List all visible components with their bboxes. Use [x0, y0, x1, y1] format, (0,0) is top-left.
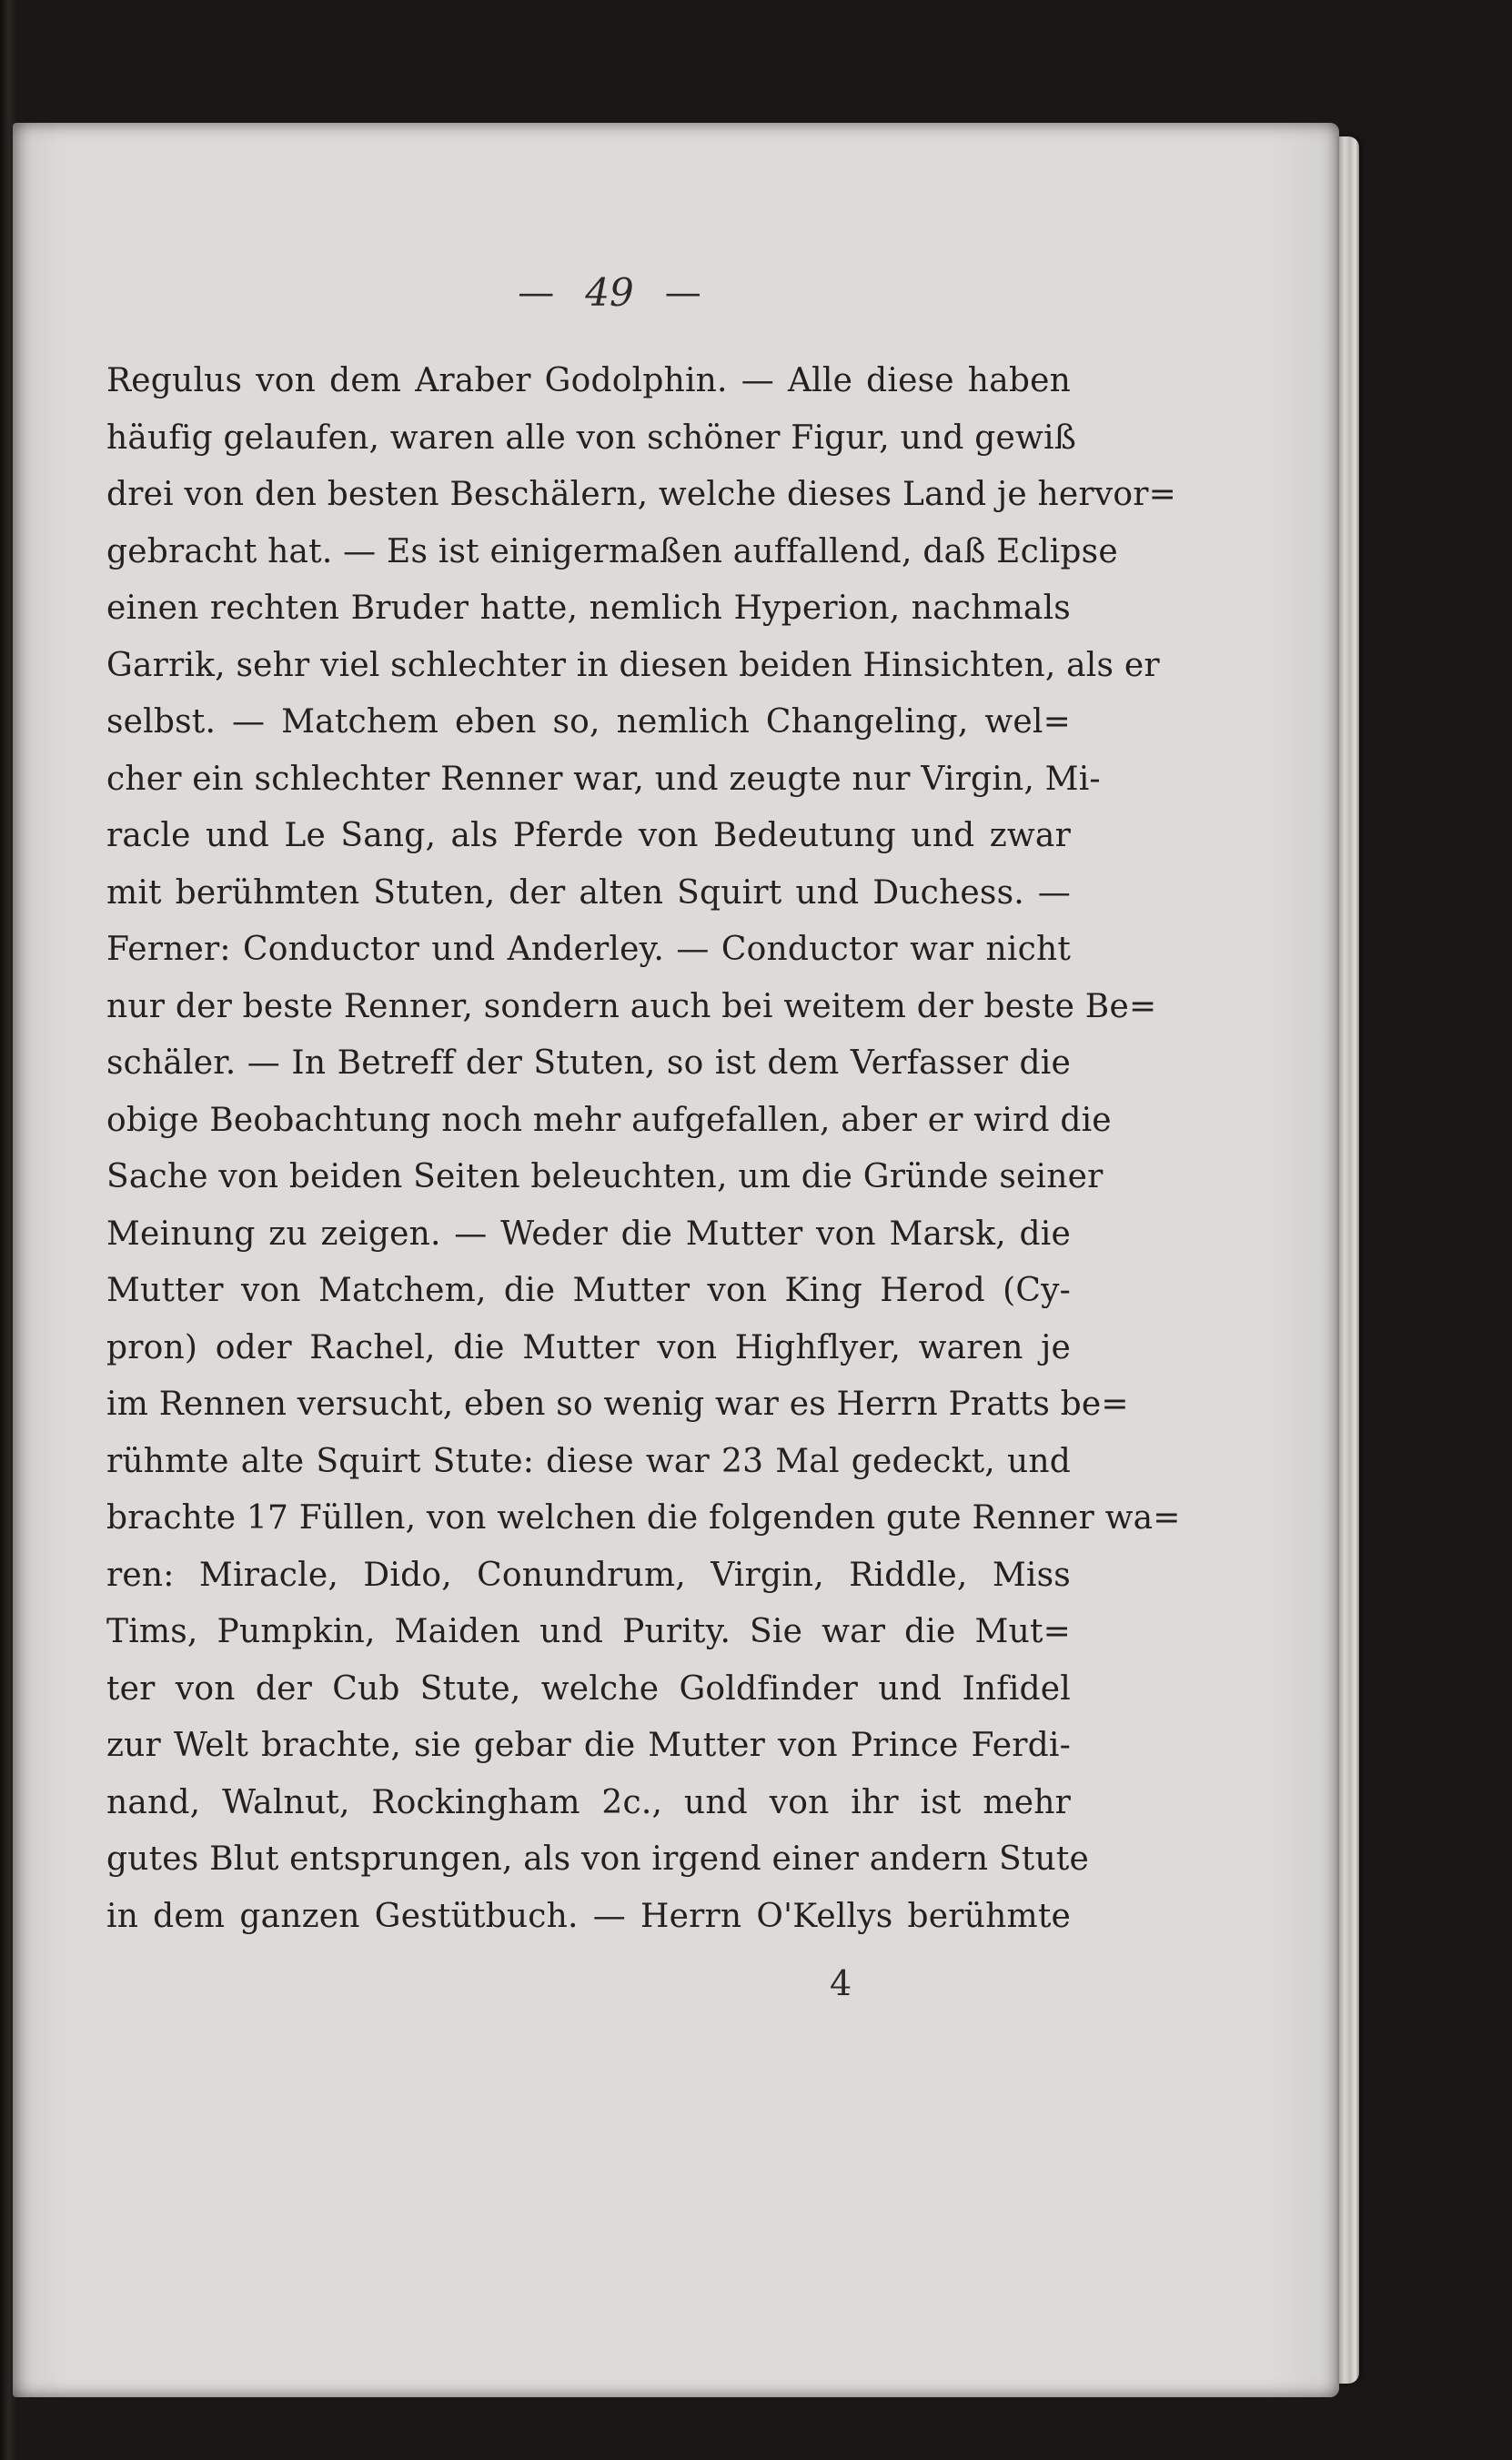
text-line: Regulus von dem Araber Godolphin. — Alle diese haben	[106, 362, 1071, 399]
text-line: nur der beste Renner, sondern auch bei weitem der beste Be=	[106, 987, 1157, 1025]
page-edge	[1339, 136, 1359, 2384]
text-line: selbst. — Matchem eben so, nemlich Changeling, wel=	[106, 703, 1071, 741]
text-line: Sache von beiden Seiten beleuchten, um die Gründe seiner	[106, 1158, 1104, 1195]
text-line: zur Welt brachte, sie gebar die Mutter von Prince Ferdi-	[106, 1727, 1071, 1764]
text-line: gebracht hat. — Es ist einigermaßen auffallend, daß Eclipse	[106, 532, 1118, 570]
body-text	[106, 353, 1181, 1945]
header-rule-right: —	[664, 272, 701, 314]
header-rule-left: —	[518, 272, 555, 314]
text-line: cher ein schlechter Renner war, und zeugte nur Virgin, Mi-	[106, 760, 1101, 798]
text-line: brachte 17 Füllen, von welchen die folgenden gute Renner wa=	[106, 1499, 1181, 1537]
text-line: Meinung zu zeigen. — Weder die Mutter von Marsk, die	[106, 1215, 1071, 1253]
text-line: ren: Miracle, Dido, Conundrum, Virgin, Riddle, Miss	[106, 1556, 1071, 1594]
text-line: Tims, Pumpkin, Maiden und Purity. Sie war die Mut=	[106, 1613, 1071, 1650]
text-line: ter von der Cub Stute, welche Goldfinder und Infidel	[106, 1669, 1071, 1708]
text-line: mit berühmten Stuten, der alten Squirt und Duchess. —	[106, 873, 1071, 912]
text-line: Ferner: Conductor und Anderley. — Conductor war nicht	[106, 931, 1071, 968]
text-line: drei von den besten Beschälern, welche dieses Land je hervor=	[106, 476, 1177, 513]
text-line: gutes Blut entsprungen, als von irgend einer andern Stute	[106, 1840, 1090, 1878]
page-number: 49	[585, 270, 634, 315]
text-line: pron) oder Rachel, die Mutter von Highflyer, waren je	[106, 1328, 1071, 1366]
text-line: in dem ganzen Gestütbuch. — Herrn O'Kellys berühmte	[106, 1897, 1071, 1935]
text-line: obige Beobachtung noch mehr aufgefallen, aber er wird die	[106, 1101, 1112, 1139]
text-line: rühmte alte Squirt Stute: diese war 23 Mal gedeckt, und	[106, 1442, 1071, 1480]
text-line: schäler. — In Betreff der Stuten, so ist dem Verfasser die	[106, 1044, 1071, 1082]
text-line: im Rennen versucht, eben so wenig war es Herrn Pratts be=	[106, 1386, 1129, 1423]
text-line: Garrik, sehr viel schlechter in diesen beiden Hinsichten, als er	[106, 646, 1160, 684]
text-line: nand, Walnut, Rockingham 2c., und von ihr ist mehr	[106, 1783, 1071, 1821]
text-line: racle und Le Sang, als Pferde von Bedeutung und zwar	[106, 817, 1071, 854]
running-head	[455, 266, 764, 320]
text-line: einen rechten Bruder hatte, nemlich Hyperion, nachmals	[106, 590, 1071, 627]
text-line: Mutter von Matchem, die Mutter von King Herod (Cy-	[106, 1272, 1071, 1309]
text-line: häufig gelaufen, waren alle von schöner Figur, und gewiß	[106, 418, 1076, 457]
signature-mark: 4	[830, 1963, 852, 2003]
